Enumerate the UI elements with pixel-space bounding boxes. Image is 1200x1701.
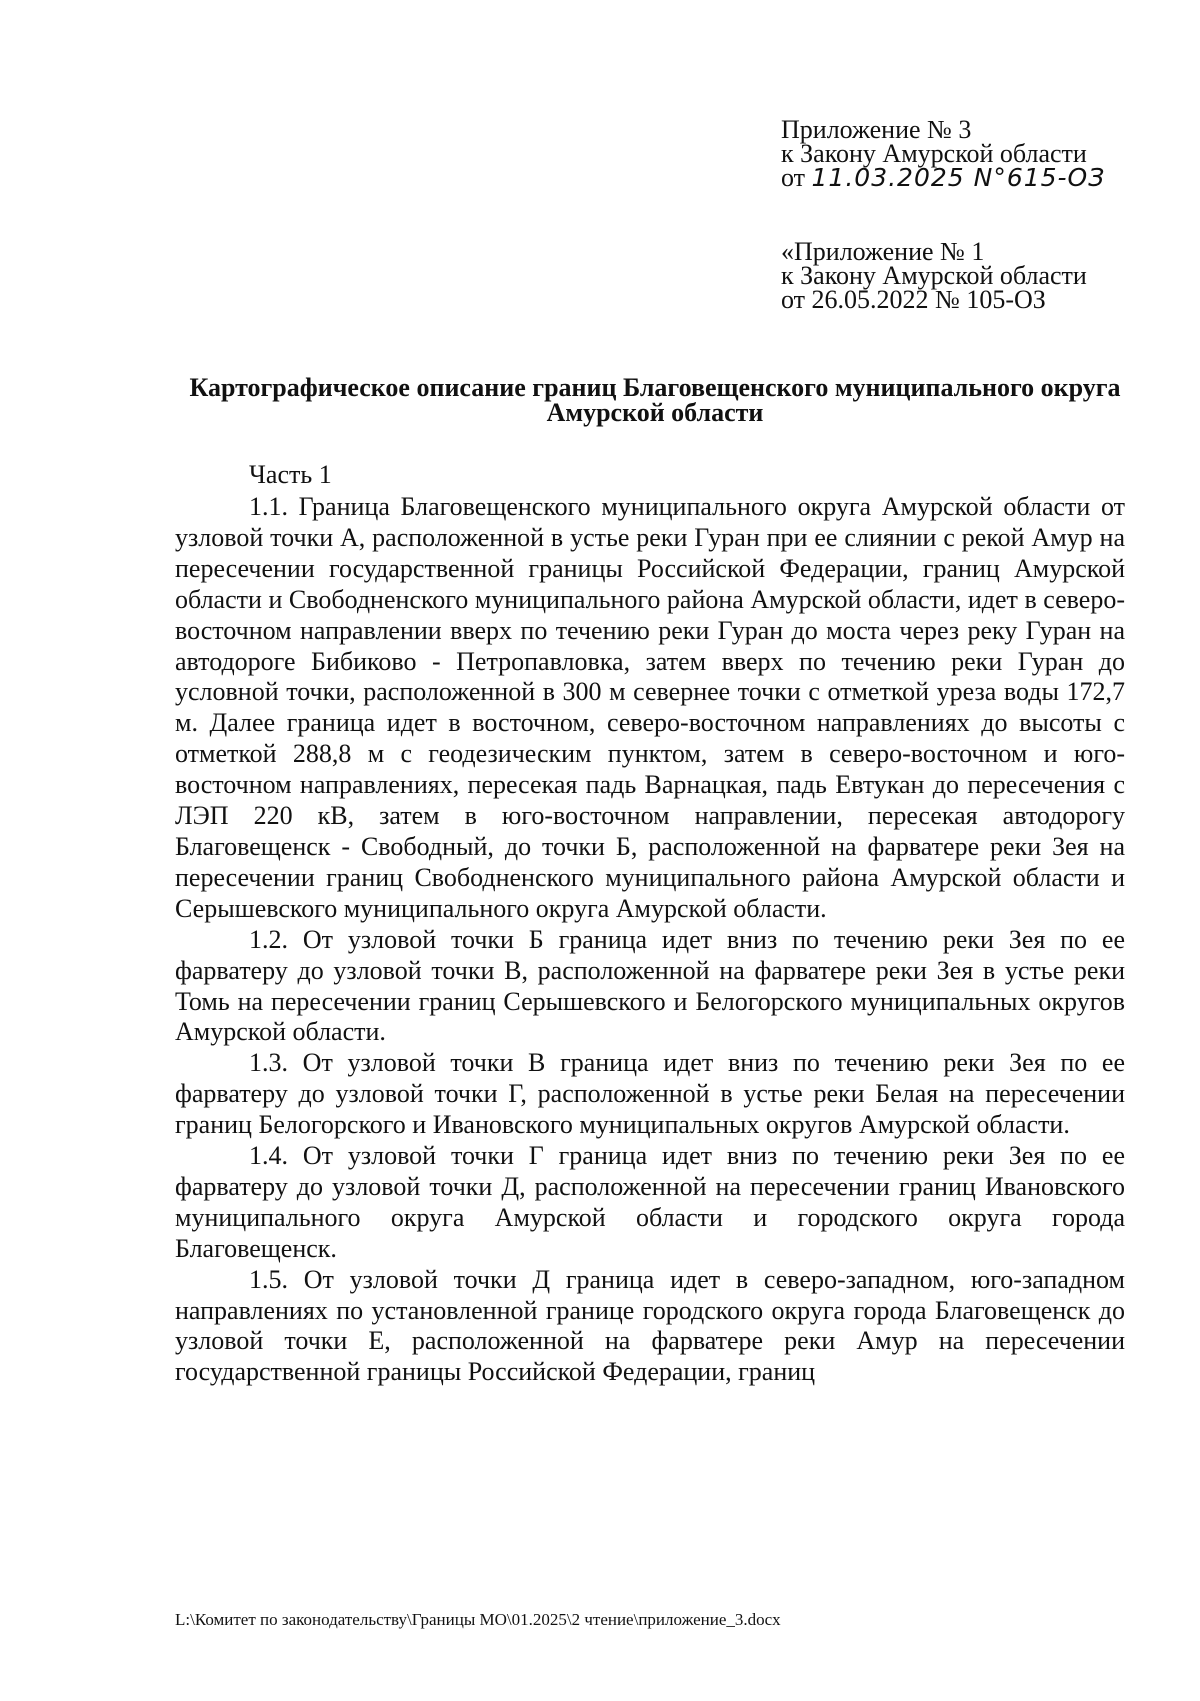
attachment-date-prefix: от [781, 163, 812, 192]
document-title: Картографическое описание границ Благовещенского муниципального округа Амурской области [189, 373, 1121, 427]
attachment-law-ref: к Закону Амурской области [781, 139, 1087, 168]
attachment-original-header [781, 237, 1087, 314]
document-body [175, 492, 1125, 1388]
attachment-number: Приложение № 3 [781, 115, 972, 144]
paragraph-1-2: 1.2. От узловой точки Б граница идет вниз по течению реки Зея по ее фарватеру до узловой точки В, расположенной на фарватере реки Зея в устье реки Томь на пересечении границ Серышевского и Белогорского муниципальных округов Амурской области. [175, 924, 1125, 1047]
attachment-current-header [781, 115, 1106, 192]
part-label: Часть 1 [249, 460, 332, 489]
paragraph-1-4: 1.4. От узловой точки Г граница идет вниз по течению реки Зея по ее фарватеру до узловой точки Д, расположенной на пересечении границ Ивановского муниципального округа Амурской области и городского округа города Благовещенск. [175, 1141, 1125, 1263]
paragraph-1-3: 1.3. От узловой точки В граница идет вниз по течению реки Зея по ее фарватеру до узловой точки Г, расположенной в устье реки Белая на пересечении границ Белогорского и Ивановского муниципальных округов Амурской области. [175, 1048, 1125, 1140]
original-attachment-date: от 26.05.2022 № 105-ОЗ [781, 285, 1046, 314]
paragraph-1-5: 1.5. От узловой точки Д граница идет в северо-западном, юго-западном направлениях по установленной границе городского округа города Благовещенск до узловой точки Е, расположенной на фарватере реки Амур на пересечении государственной границы Российской Федерации, границ [175, 1264, 1125, 1387]
footer-file-path: L:\Комитет по законодательству\Границы МО\01.2025\2 чтение\приложение_3.docx [175, 1610, 781, 1629]
paragraph-1-1: 1.1. Граница Благовещенского муниципального округа Амурской области от узловой точки А, расположенной в устье реки Гуран при ее слиянии с рекой Амур на пересечении государственной границы Российской Федерации, границ Амурской области и Свободненского муниципального района Амурской области, идет в северо-восточном направлении вверх по течению реки Гуран до моста через реку Гуран на автодороге Бибиково - Петропавловка, затем вверх по течению реки Гуран до условной точки, расположенной в 300 м севернее точки с отметкой уреза воды 172,7 м. Далее граница идет в восточном, северо-восточном направлениях до высоты с отметкой 288,8 м с геодезическим пунктом, затем в северо-восточном и юго-восточном направлениях, пересекая падь Варнацкая, падь Евтукан до пересечения с ЛЭП 220 кВ, затем в юго-восточном направлении, пересекая автодорогу Благовещенск - Свободный, до точки Б, расположенной на фарватере реки Зея на пересечении границ Свободненского муниципального района Амурской области и Серышевского муниципального округа Амурской области. [175, 492, 1125, 923]
original-attachment-number: «Приложение № 1 [781, 237, 985, 266]
original-attachment-law-ref: к Закону Амурской области [781, 261, 1087, 290]
handwritten-date-number: 11.03.2025 N°615-ОЗ [811, 163, 1106, 192]
attachment-date-line [781, 163, 1106, 192]
